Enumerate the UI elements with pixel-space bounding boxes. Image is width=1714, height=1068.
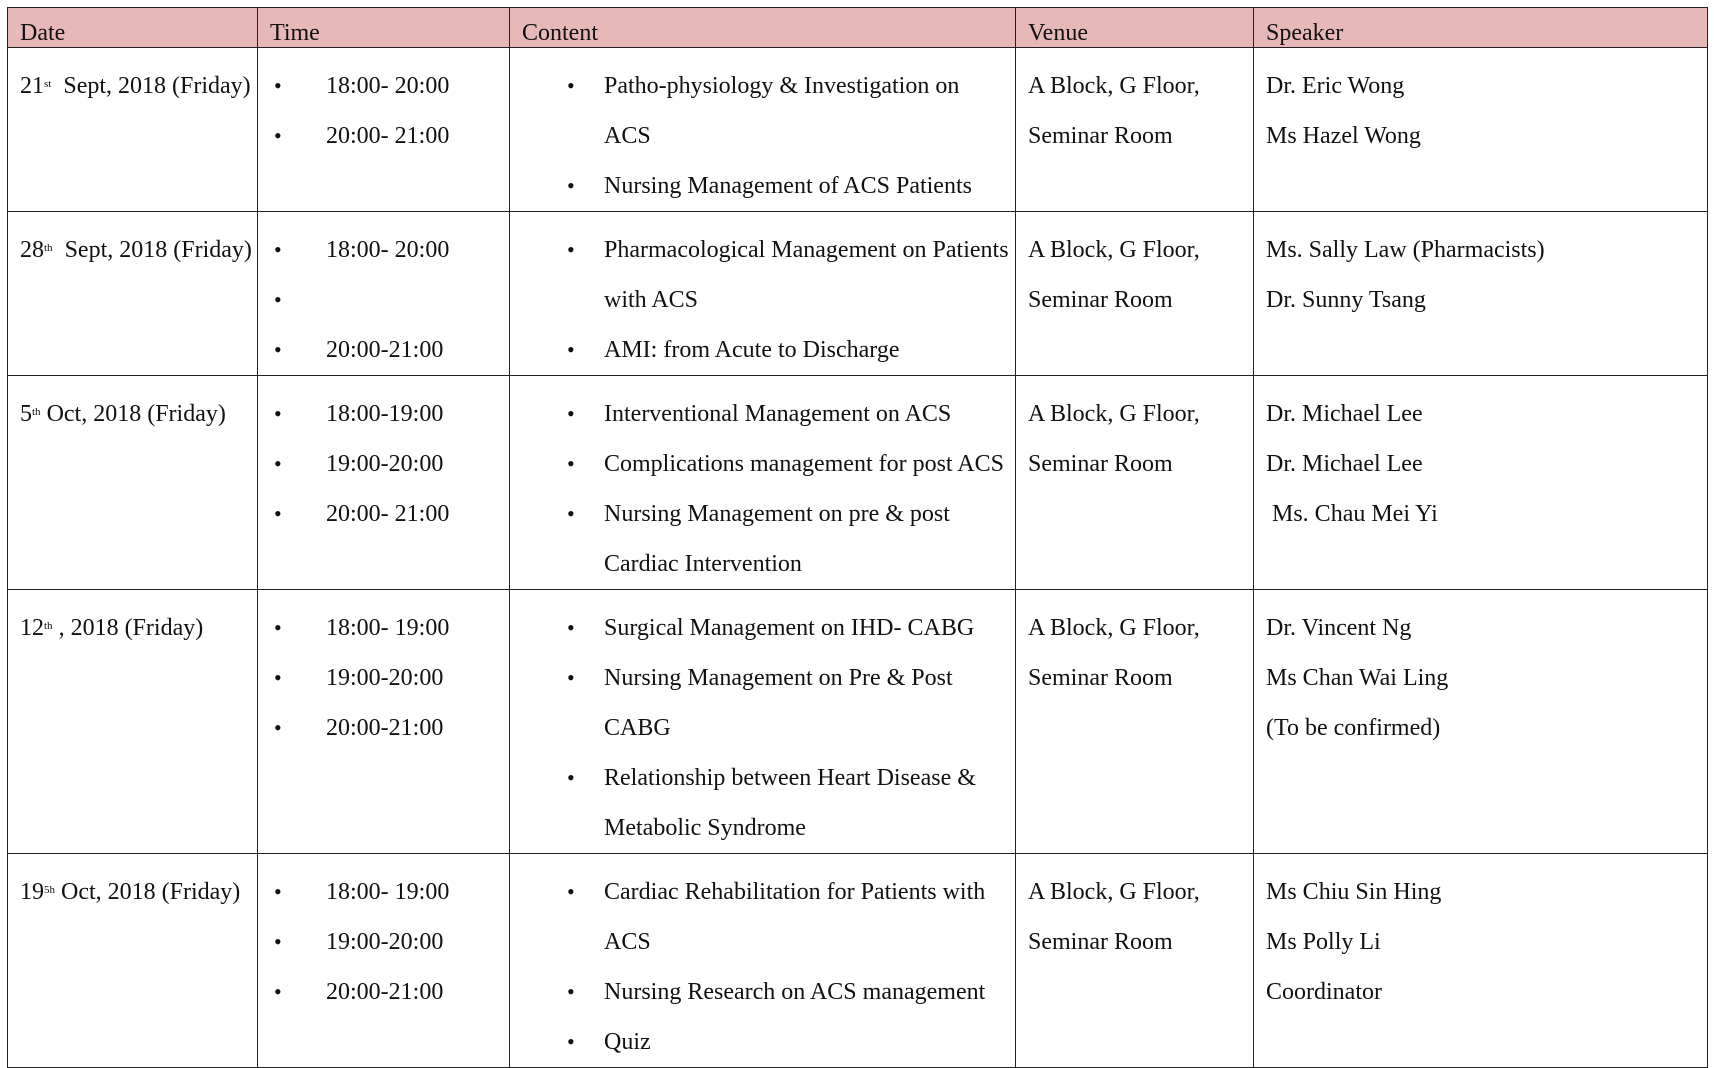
list-item: • Surgical Management on IHD- CABG <box>510 603 1015 653</box>
speaker-name: Ms Polly Li <box>1266 929 1381 955</box>
content-cell <box>510 854 1016 1068</box>
content-cell <box>510 48 1016 212</box>
list-item: • 18:00- 19:00 <box>258 867 509 917</box>
time-cell <box>258 48 510 212</box>
venue-cell: A Block, G Floor, Seminar Room <box>1016 48 1254 212</box>
header-row <box>8 8 1708 48</box>
list-item: • Quiz <box>510 1017 1015 1067</box>
speaker-name: (To be confirmed) <box>1266 715 1441 741</box>
speaker-cell <box>1254 376 1708 590</box>
list-item: • 18:00-19:00 <box>258 389 509 439</box>
list-item: • AMI: from Acute to Discharge <box>510 325 1015 375</box>
list-item: • Pharmacological Management on Patients with ACS <box>510 225 1015 325</box>
list-item: • Nursing Management of ACS Patients <box>510 161 1015 211</box>
content-cell <box>510 212 1016 376</box>
list-item: • 18:00- 20:00 <box>258 61 509 111</box>
speaker-name: Ms Hazel Wong <box>1266 123 1421 149</box>
table-row <box>8 590 1708 854</box>
list-item: • 19:00-20:00 <box>258 653 509 703</box>
table-row <box>8 48 1708 212</box>
date-cell: $19^{5h}$ Oct, 2018 (Friday) <box>8 854 258 1068</box>
table-row <box>8 212 1708 376</box>
table-row <box>8 854 1708 1068</box>
time-cell <box>258 590 510 854</box>
speaker-cell <box>1254 212 1708 376</box>
schedule-table <box>7 7 1708 1068</box>
list-item: • 18:00- 20:00 <box>258 225 509 275</box>
list-item: • 19:00-20:00 <box>258 917 509 967</box>
venue-cell: A Block, G Floor, Seminar Room <box>1016 212 1254 376</box>
speaker-name: Dr. Vincent Ng <box>1266 615 1412 641</box>
list-item: • 20:00-21:00 <box>258 703 509 753</box>
list-item: • Nursing Management on pre & post Cardiac Intervention <box>510 489 1015 589</box>
speaker-name: Coordinator <box>1266 979 1382 1005</box>
speaker-name: Dr. Sunny Tsang <box>1266 287 1426 313</box>
list-item: • 18:00- 19:00 <box>258 603 509 653</box>
venue-cell: A Block, G Floor, Seminar Room <box>1016 376 1254 590</box>
time-cell <box>258 854 510 1068</box>
speaker-name: Ms. Chau Mei Yi <box>1266 501 1438 527</box>
speaker-cell <box>1254 590 1708 854</box>
date-cell: 21st Sept, 2018 (Friday) <box>8 48 258 212</box>
time-cell <box>258 212 510 376</box>
speaker-name: Ms. Sally Law (Pharmacists) <box>1266 237 1545 263</box>
list-item: • Nursing Management on Pre & Post CABG <box>510 653 1015 753</box>
time-cell <box>258 376 510 590</box>
header-venue: Venue <box>1016 8 1254 48</box>
list-item: • Relationship between Heart Disease & Metabolic Syndrome <box>510 753 1015 853</box>
speaker-cell <box>1254 854 1708 1068</box>
venue-cell: A Block, G Floor, Seminar Room <box>1016 590 1254 854</box>
list-item: • Complications management for post ACS <box>510 439 1015 489</box>
list-item: • 19:00-20:00 <box>258 439 509 489</box>
header-time: Time <box>258 8 510 48</box>
date-cell: 28th Sept, 2018 (Friday) <box>8 212 258 376</box>
list-item: • Cardiac Rehabilitation for Patients with ACS <box>510 867 1015 967</box>
list-item: • Nursing Research on ACS management <box>510 967 1015 1017</box>
header-content: Content <box>510 8 1016 48</box>
date-cell: 5th Oct, 2018 (Friday) <box>8 376 258 590</box>
speaker-name: Ms Chiu Sin Hing <box>1266 879 1442 905</box>
list-item: • Patho-physiology & Investigation on ACS <box>510 61 1015 161</box>
list-item: • 20:00- 21:00 <box>258 111 509 161</box>
content-cell <box>510 590 1016 854</box>
header-date: Date <box>8 8 258 48</box>
speaker-cell <box>1254 48 1708 212</box>
list-item: • 20:00-21:00 <box>258 325 509 375</box>
venue-cell: A Block, G Floor, Seminar Room <box>1016 854 1254 1068</box>
speaker-name: Dr. Eric Wong <box>1266 73 1405 99</box>
speaker-name: Dr. Michael Lee <box>1266 451 1423 477</box>
speaker-name: Dr. Michael Lee <box>1266 401 1423 427</box>
list-item: • 20:00-21:00 <box>258 967 509 1017</box>
list-item: • Interventional Management on ACS <box>510 389 1015 439</box>
header-speaker: Speaker <box>1254 8 1708 48</box>
speaker-name: Ms Chan Wai Ling <box>1266 665 1449 691</box>
date-cell: 12th , 2018 (Friday) <box>8 590 258 854</box>
list-item: • 20:00- 21:00 <box>258 489 509 539</box>
table-row <box>8 376 1708 590</box>
content-cell <box>510 376 1016 590</box>
